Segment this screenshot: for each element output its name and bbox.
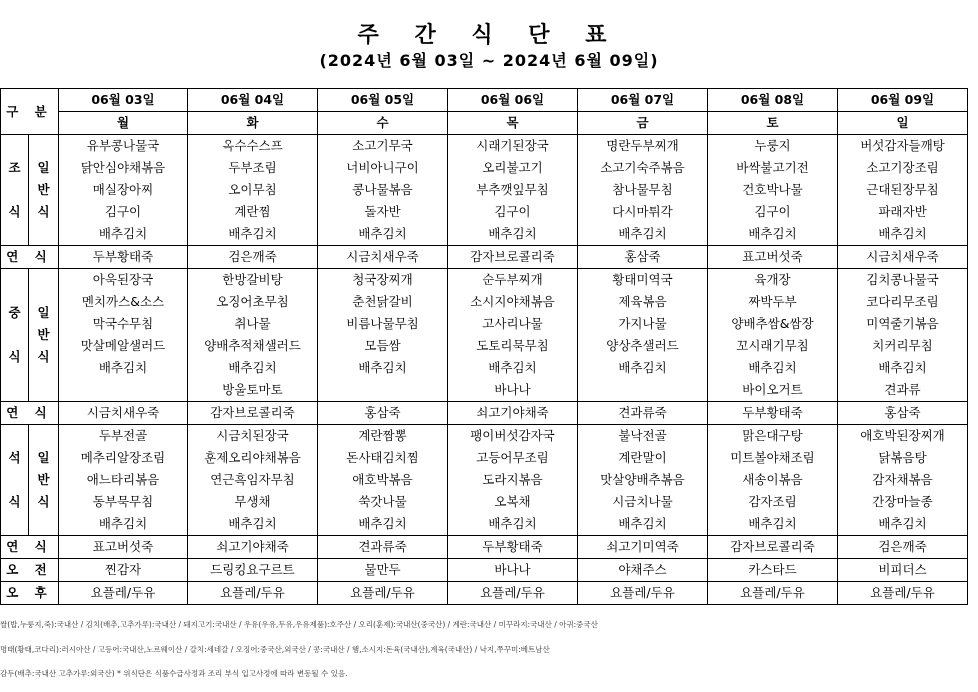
- dish-cell: 바이오거트: [708, 379, 838, 402]
- dish-cell: 한방갈비탕: [188, 269, 318, 292]
- dish-cell: 건호박나물: [708, 179, 838, 201]
- dish-cell: 감자조림: [708, 491, 838, 513]
- snack-cell: 드링킹요구르트: [188, 559, 318, 582]
- snack-cell: 물만두: [318, 559, 448, 582]
- table-row: [1, 357, 968, 379]
- dish-cell: 오징어초무침: [188, 291, 318, 313]
- dish-cell: 계란짬뽕: [318, 425, 448, 448]
- dish-cell: 오복채: [448, 491, 578, 513]
- dish-cell: 배추김치: [448, 223, 578, 246]
- dish-cell: [318, 379, 448, 402]
- dish-cell: 메추리알장조림: [59, 447, 188, 469]
- dish-cell: 배추김치: [318, 513, 448, 536]
- porridge-cell: 두부황태죽: [708, 402, 838, 425]
- dish-cell: 누룽지: [708, 135, 838, 158]
- date-range: (2024년 6월 03일 ~ 2024년 6월 09일): [319, 51, 659, 70]
- dish-cell: 도라지볶음: [448, 469, 578, 491]
- dish-cell: 순두부찌개: [448, 269, 578, 292]
- dish-cell: 계란말이: [578, 447, 708, 469]
- dish-cell: 배추김치: [578, 513, 708, 536]
- dish-cell: 배추김치: [578, 223, 708, 246]
- dish-cell: 명란두부찌개: [578, 135, 708, 158]
- dish-cell: 양상추샐러드: [578, 335, 708, 357]
- table-row: [1, 179, 968, 201]
- dish-cell: 너비아니구이: [318, 157, 448, 179]
- dish-cell: 부추깻잎무침: [448, 179, 578, 201]
- table-row: [1, 491, 968, 513]
- dish-cell: 짜박두부: [708, 291, 838, 313]
- dish-cell: 배추김치: [708, 223, 838, 246]
- dish-cell: 맛살양배추볶음: [578, 469, 708, 491]
- snack-cell: 요플레/두유: [188, 582, 318, 605]
- snack-cell: 비피더스: [838, 559, 968, 582]
- dish-cell: 배추김치: [838, 357, 968, 379]
- weekly-menu-table: [0, 88, 968, 605]
- porridge-cell: 시금치새우죽: [838, 246, 968, 269]
- table-row: [1, 201, 968, 223]
- dish-cell: 황태미역국: [578, 269, 708, 292]
- table-row: [1, 291, 968, 313]
- table-row: [1, 313, 968, 335]
- porridge-cell: 검은깨죽: [188, 246, 318, 269]
- dish-cell: 불낙전골: [578, 425, 708, 448]
- porridge-cell: 홍삼죽: [838, 402, 968, 425]
- dish-cell: 훈제오리야채볶음: [188, 447, 318, 469]
- table-row: [1, 447, 968, 469]
- lunch-label: 중 식: [1, 269, 29, 402]
- weekday-header: 토: [708, 112, 838, 135]
- dish-cell: 맛살메알샐러드: [59, 335, 188, 357]
- porridge-cell: 쇠고기야채죽: [188, 536, 318, 559]
- table-row: [1, 536, 968, 559]
- date-header: 06월 04일: [188, 89, 318, 112]
- dish-cell: 배추김치: [838, 223, 968, 246]
- porridge-label: 연 식: [1, 402, 59, 425]
- dish-cell: 아욱된장국: [59, 269, 188, 292]
- weekday-header: 수: [318, 112, 448, 135]
- dish-cell: 배추김치: [188, 357, 318, 379]
- dish-cell: 배추김치: [448, 357, 578, 379]
- dish-cell: 배추김치: [59, 223, 188, 246]
- table-row: [1, 223, 968, 246]
- porridge-cell: 감자브로콜리죽: [448, 246, 578, 269]
- weekday-header: 금: [578, 112, 708, 135]
- dish-cell: 방울토마토: [188, 379, 318, 402]
- dish-cell: 소고기무국: [318, 135, 448, 158]
- weekday-header: 목: [448, 112, 578, 135]
- dish-cell: 돈사태김치찜: [318, 447, 448, 469]
- dish-cell: 배추김치: [59, 513, 188, 536]
- porridge-cell: 쇠고기미역죽: [578, 536, 708, 559]
- date-header: 06월 03일: [59, 89, 188, 112]
- dish-cell: 시금치된장국: [188, 425, 318, 448]
- dish-cell: 간장마늘종: [838, 491, 968, 513]
- dish-cell: 김구이: [448, 201, 578, 223]
- dish-cell: 배추김치: [448, 513, 578, 536]
- porridge-cell: 견과류죽: [578, 402, 708, 425]
- table-row: [1, 425, 968, 448]
- dish-cell: 애호박된장찌개: [838, 425, 968, 448]
- dish-cell: 팽이버섯감자국: [448, 425, 578, 448]
- dish-cell: 바나나: [448, 379, 578, 402]
- dish-cell: 오리불고기: [448, 157, 578, 179]
- dish-cell: 배추김치: [318, 357, 448, 379]
- dinner-label: 석 식: [1, 425, 29, 536]
- general-diet-label: 일 반 식: [29, 269, 59, 402]
- dish-cell: 가지나물: [578, 313, 708, 335]
- snack-cell: 바나나: [448, 559, 578, 582]
- snack-cell: 찐감자: [59, 559, 188, 582]
- snack-cell: 요플레/두유: [578, 582, 708, 605]
- dish-cell: 배추김치: [578, 357, 708, 379]
- dish-cell: 도토리묵무침: [448, 335, 578, 357]
- dish-cell: 바싹불고기전: [708, 157, 838, 179]
- table-row: [1, 379, 968, 402]
- porridge-cell: 홍삼죽: [318, 402, 448, 425]
- dish-cell: 옥수수스프: [188, 135, 318, 158]
- porridge-cell: 시금치새우죽: [318, 246, 448, 269]
- table-row: [1, 402, 968, 425]
- dish-cell: 미역줄기볶음: [838, 313, 968, 335]
- table-row: [1, 246, 968, 269]
- dish-cell: 제육볶음: [578, 291, 708, 313]
- dish-cell: 견과류: [838, 379, 968, 402]
- porridge-cell: 표고버섯죽: [59, 536, 188, 559]
- dish-cell: 양배추쌈&쌈장: [708, 313, 838, 335]
- dish-cell: 배추김치: [188, 513, 318, 536]
- table-row: [1, 582, 968, 605]
- dish-cell: 멘치까스&소스: [59, 291, 188, 313]
- dish-cell: 애느타리볶음: [59, 469, 188, 491]
- snack-cell: 요플레/두유: [448, 582, 578, 605]
- weekday-header: 화: [188, 112, 318, 135]
- dish-cell: 김구이: [708, 201, 838, 223]
- dish-cell: 배추김치: [708, 357, 838, 379]
- dish-cell: 김치콩나물국: [838, 269, 968, 292]
- dish-cell: 배추김치: [708, 513, 838, 536]
- dish-cell: 시금치나물: [578, 491, 708, 513]
- dish-cell: 버섯감자들깨탕: [838, 135, 968, 158]
- dish-cell: 연근흑임자무침: [188, 469, 318, 491]
- date-header: 06월 08일: [708, 89, 838, 112]
- dish-cell: 배추김치: [59, 357, 188, 379]
- dish-cell: [59, 379, 188, 402]
- dish-cell: 계란찜: [188, 201, 318, 223]
- dish-cell: 소고기장조림: [838, 157, 968, 179]
- table-row: [1, 513, 968, 536]
- dish-cell: 소시지야채볶음: [448, 291, 578, 313]
- dish-cell: 다시마튀각: [578, 201, 708, 223]
- dish-cell: 콩나물볶음: [318, 179, 448, 201]
- general-diet-label: 일 반 식: [29, 425, 59, 536]
- table-row: [1, 469, 968, 491]
- dish-cell: 파래자반: [838, 201, 968, 223]
- dish-cell: 매실장아찌: [59, 179, 188, 201]
- dish-cell: 무생채: [188, 491, 318, 513]
- dish-cell: 고등어무조림: [448, 447, 578, 469]
- snack-cell: 요플레/두유: [838, 582, 968, 605]
- porridge-label: 연 식: [1, 246, 59, 269]
- dish-cell: 춘천닭갈비: [318, 291, 448, 313]
- porridge-label: 연 식: [1, 536, 59, 559]
- dish-cell: 맑은대구탕: [708, 425, 838, 448]
- dish-cell: 유부콩나물국: [59, 135, 188, 158]
- page-title: 주 간 식 단 표: [357, 23, 621, 48]
- table-row: [1, 135, 968, 158]
- snack-cell: 요플레/두유: [59, 582, 188, 605]
- breakfast-label: 조 식: [1, 135, 29, 246]
- porridge-cell: 검은깨죽: [838, 536, 968, 559]
- dish-cell: 시래기된장국: [448, 135, 578, 158]
- dish-cell: 참나물무침: [578, 179, 708, 201]
- date-header: 06월 05일: [318, 89, 448, 112]
- dish-cell: 취나물: [188, 313, 318, 335]
- dish-cell: 쑥갓나물: [318, 491, 448, 513]
- origin-note-2: 명태(황태,코다리):러시아산 / 고등어:국내산,노르웨이산 / 갈치:세네갈 / 오징어:중국산,외국산 / 콩:국내산 / 햄,소시지:돈육(국내산),계육(국내산) / 낙지,쭈꾸미:베트남산: [0, 645, 550, 654]
- porridge-cell: 시금치새우죽: [59, 402, 188, 425]
- snack-cell: 요플레/두유: [318, 582, 448, 605]
- category-header: 구 분: [1, 89, 59, 135]
- am-snack-label: 오 전: [1, 559, 59, 582]
- table-row: [1, 269, 968, 292]
- dish-cell: 두부전골: [59, 425, 188, 448]
- origin-note-1: 쌀(밥,누룽지,죽):국내산 / 김치(배추,고추가루):국내산 / 돼지고기:국내산 / 우유(우유,두유,우유제품):호주산 / 오리(훈제):국내산(중국산) / 계란:국내산 / 미꾸라지:국내산 / 아귀:중국산: [0, 620, 598, 629]
- dish-cell: [578, 379, 708, 402]
- porridge-cell: 쇠고기야채죽: [448, 402, 578, 425]
- dish-cell: 미트볼야채조림: [708, 447, 838, 469]
- dish-cell: 모듬쌈: [318, 335, 448, 357]
- dish-cell: 비름나물무침: [318, 313, 448, 335]
- dish-cell: 소고기숙주볶음: [578, 157, 708, 179]
- dish-cell: 양배추적채샐러드: [188, 335, 318, 357]
- dish-cell: 오이무침: [188, 179, 318, 201]
- date-header: 06월 09일: [838, 89, 968, 112]
- dish-cell: 김구이: [59, 201, 188, 223]
- general-diet-label: 일 반 식: [29, 135, 59, 246]
- dish-cell: 새송이볶음: [708, 469, 838, 491]
- table-row: [1, 335, 968, 357]
- dish-cell: 감자채볶음: [838, 469, 968, 491]
- dish-cell: 닭안심야채볶음: [59, 157, 188, 179]
- dish-cell: 애호박볶음: [318, 469, 448, 491]
- pm-snack-label: 오 후: [1, 582, 59, 605]
- weekday-header: 일: [838, 112, 968, 135]
- snack-cell: 요플레/두유: [708, 582, 838, 605]
- porridge-cell: 감자브로콜리죽: [188, 402, 318, 425]
- porridge-cell: 견과류죽: [318, 536, 448, 559]
- dish-cell: 꼬시래기무침: [708, 335, 838, 357]
- dish-cell: 배추김치: [188, 223, 318, 246]
- porridge-cell: 홍삼죽: [578, 246, 708, 269]
- dish-cell: 동부묵무침: [59, 491, 188, 513]
- dish-cell: 두부조림: [188, 157, 318, 179]
- dish-cell: 근대된장무침: [838, 179, 968, 201]
- snack-cell: 야채주스: [578, 559, 708, 582]
- origin-note-3: 감두(배추:국내산 고추가루:외국산) * 위식단은 식품수급사정과 조리 부식 입고사정에 따라 변동될 수 있음.: [0, 669, 348, 678]
- porridge-cell: 두부황태죽: [448, 536, 578, 559]
- table-row: [1, 157, 968, 179]
- date-header: 06월 07일: [578, 89, 708, 112]
- porridge-cell: 두부황태죽: [59, 246, 188, 269]
- table-row: [1, 89, 968, 112]
- porridge-cell: 감자브로콜리죽: [708, 536, 838, 559]
- dish-cell: 코다리무조림: [838, 291, 968, 313]
- dish-cell: 배추김치: [318, 223, 448, 246]
- snack-cell: 카스타드: [708, 559, 838, 582]
- dish-cell: 치커리무침: [838, 335, 968, 357]
- weekday-header: 월: [59, 112, 188, 135]
- table-row: [1, 559, 968, 582]
- table-row: [1, 112, 968, 135]
- date-header: 06월 06일: [448, 89, 578, 112]
- porridge-cell: 표고버섯죽: [708, 246, 838, 269]
- dish-cell: 닭볶음탕: [838, 447, 968, 469]
- dish-cell: 육개장: [708, 269, 838, 292]
- dish-cell: 돌자반: [318, 201, 448, 223]
- dish-cell: 청국장찌개: [318, 269, 448, 292]
- dish-cell: 막국수무침: [59, 313, 188, 335]
- dish-cell: 배추김치: [838, 513, 968, 536]
- dish-cell: 고사리나물: [448, 313, 578, 335]
